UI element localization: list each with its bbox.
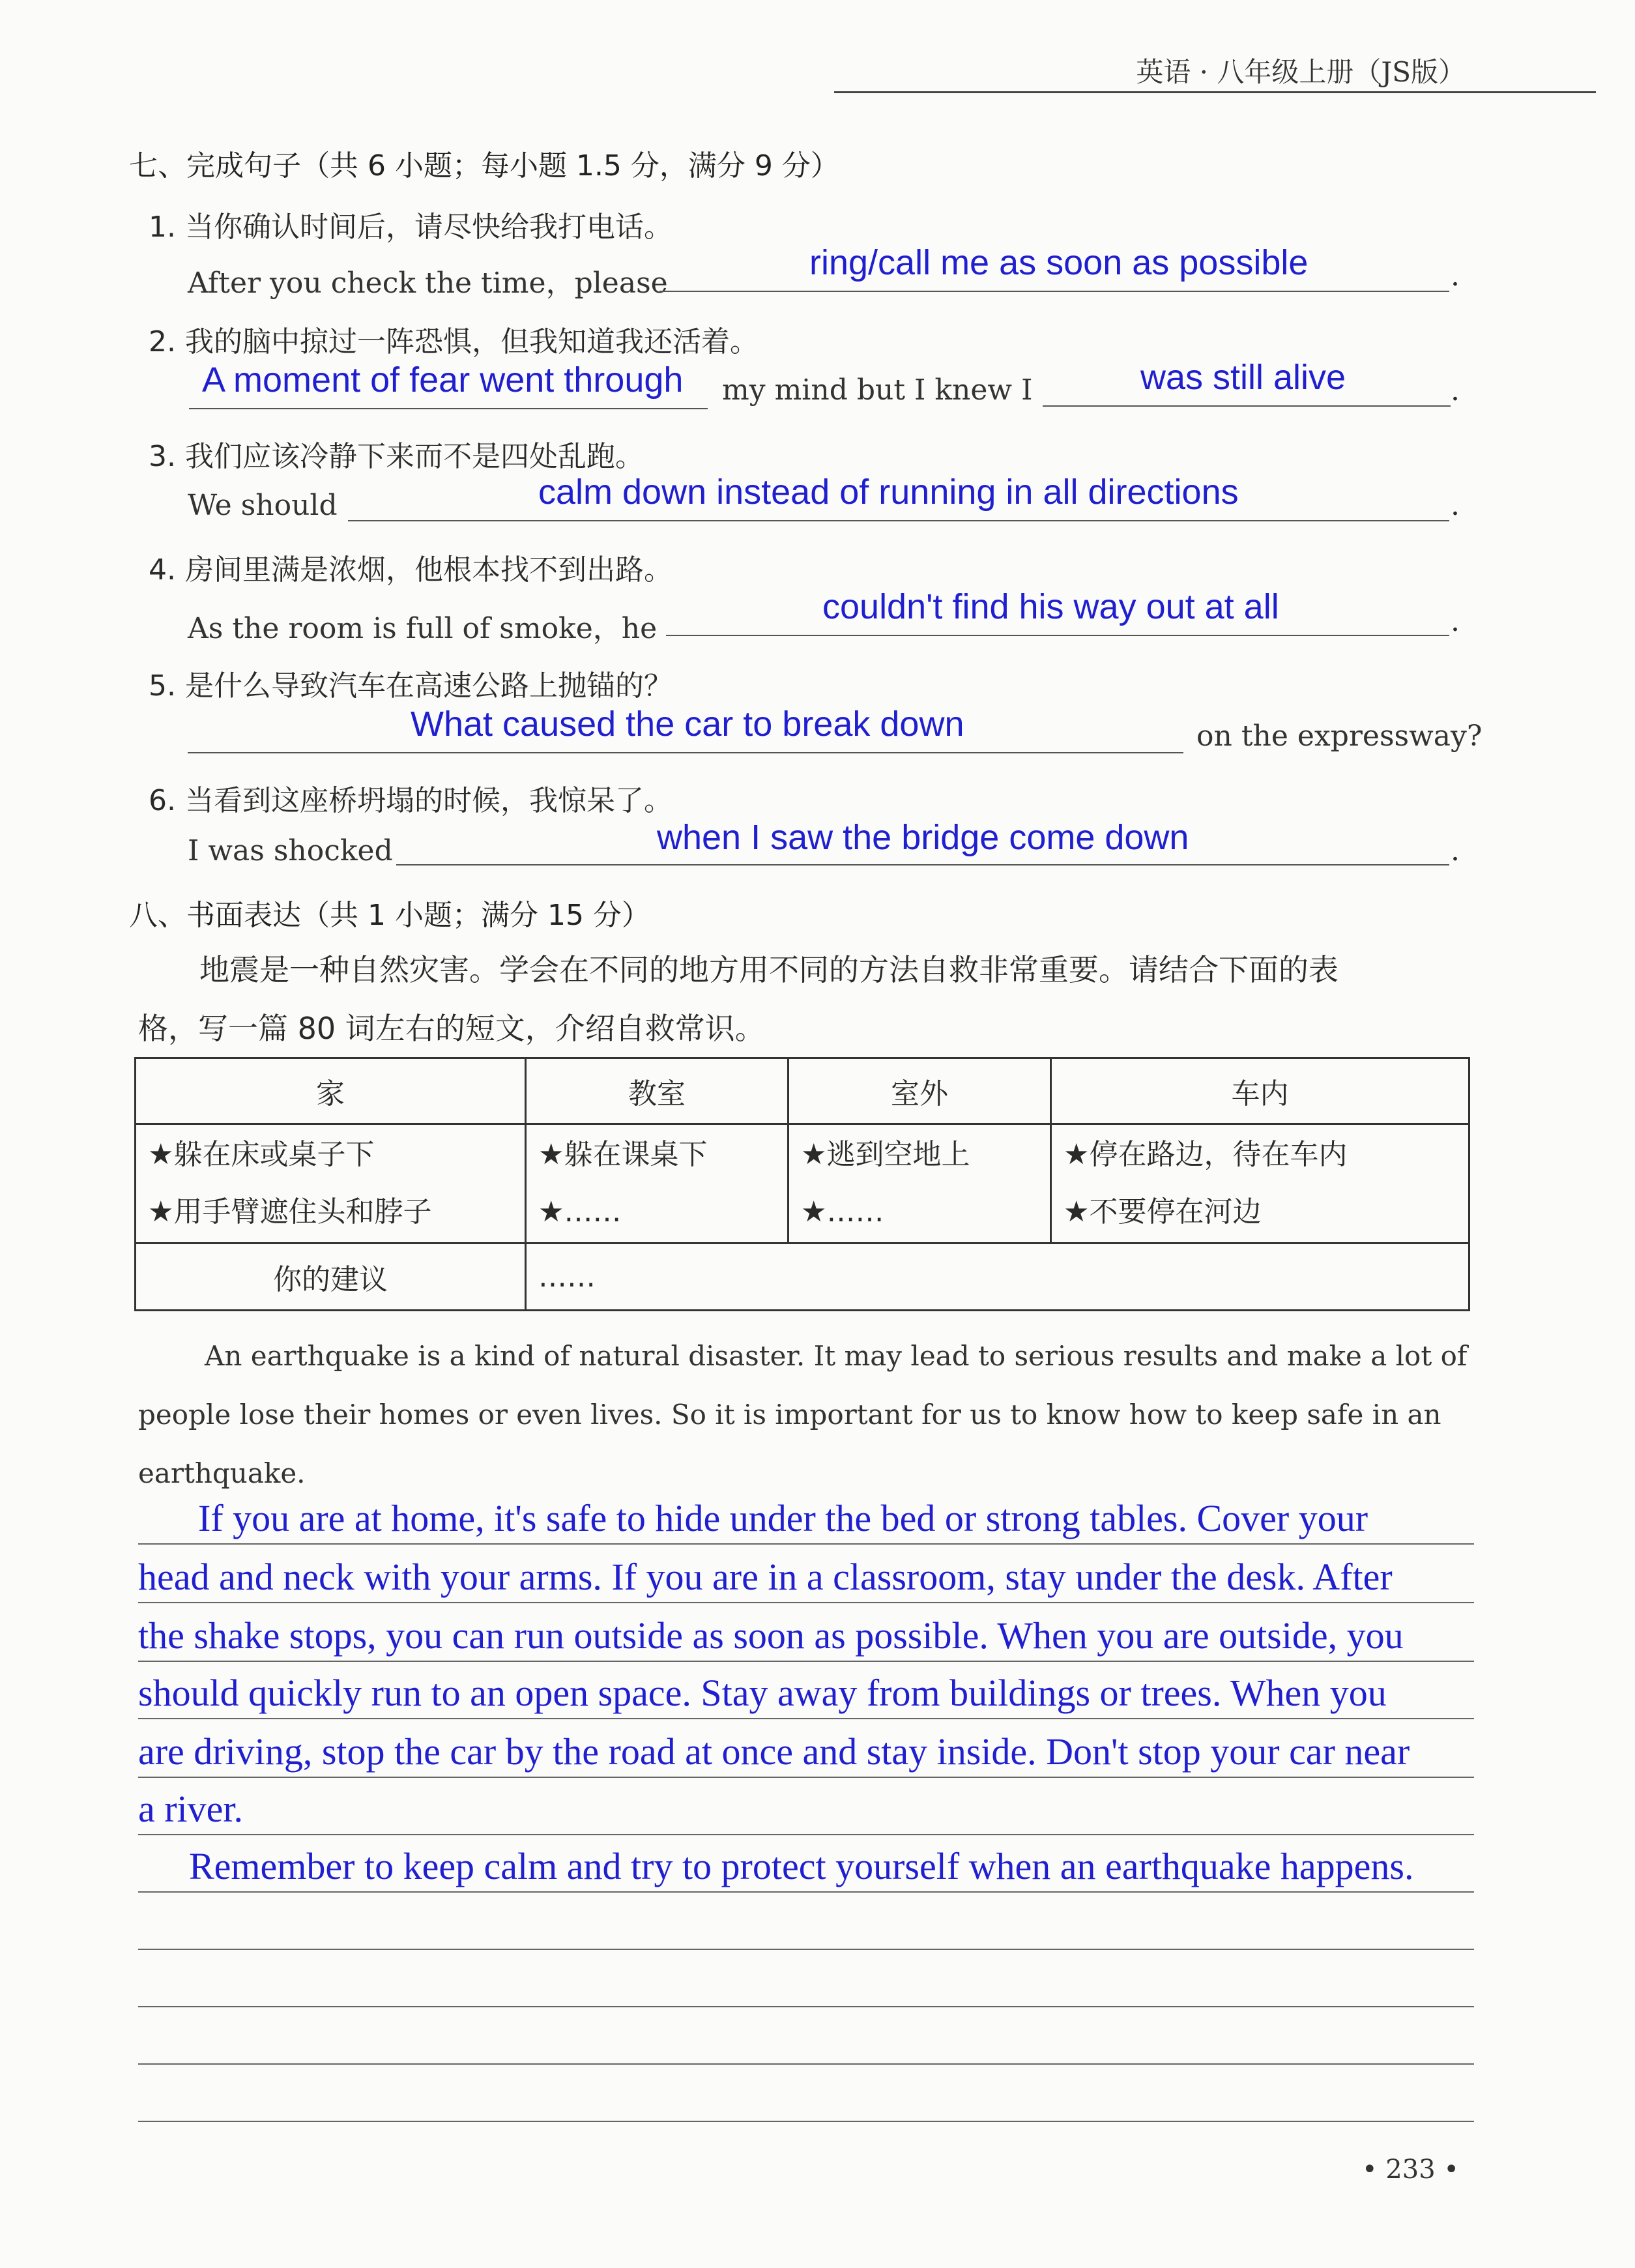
table-item: ★躲在床或桌子下 [148, 1138, 375, 1171]
q4-english-lead: As the room is full of smoke，he [188, 612, 658, 645]
self-rescue-table [134, 1057, 1470, 1311]
q4-answer: couldn't find his way out at all [822, 587, 1279, 626]
q1-blank[interactable] [659, 291, 1449, 292]
header-rule [834, 91, 1596, 93]
table-cell-classroom [526, 1124, 789, 1243]
q6-chinese: 6. 当看到这座桥坍塌的时候，我惊呆了。 [149, 784, 673, 817]
essay-line: the shake stops, you can run outside as soon as possible. When you are outside, you [138, 1614, 1404, 1657]
section-8-title: 八、书面表达（共 1 小题；满分 15 分） [129, 899, 650, 932]
essay-line: If you are at home, it's safe to hide under the bed or strong tables. Cover your [198, 1497, 1368, 1539]
q2-blank-1[interactable] [189, 408, 708, 409]
writing-rule [138, 1891, 1474, 1893]
q5-chinese: 5. 是什么导致汽车在高速公路上抛锚的？ [149, 669, 673, 703]
table-cell-outdoors [789, 1124, 1051, 1243]
q6-english-lead: I was shocked [188, 834, 393, 867]
table-cell-in-car [1051, 1124, 1469, 1243]
essay-line: Remember to keep calm and try to protect yourself when an earthquake happens. [189, 1845, 1414, 1887]
writing-rule [138, 2063, 1474, 2065]
q1-english-lead: After you check the time，please [188, 267, 668, 300]
q6-answer: when I saw the bridge come down [657, 818, 1189, 857]
table-item: ★躲在课桌下 [538, 1138, 708, 1171]
intro-line-1: An earthquake is a kind of natural disaster. It may lead to serious results and make a lot of [205, 1340, 1468, 1372]
table-header-in-car: 车内 [1051, 1058, 1469, 1124]
table-item: ★用手臂遮住头和脖子 [148, 1195, 432, 1228]
q2-period: . [1451, 374, 1460, 407]
q3-period: . [1451, 489, 1460, 522]
writing-rule [138, 1777, 1474, 1778]
writing-rule [138, 1543, 1474, 1545]
table-item: ★逃到空地上 [801, 1138, 970, 1171]
q1-chinese: 1. 当你确认时间后，请尽快给我打电话。 [149, 211, 673, 244]
table-item: ★…… [538, 1195, 622, 1228]
essay-line: should quickly run to an open space. Stay away from buildings or trees. When you [138, 1672, 1387, 1714]
section-7-title: 七、完成句子（共 6 小题；每小题 1.5 分，满分 9 分） [129, 149, 839, 182]
table-cell-home [136, 1124, 526, 1243]
q4-period: . [1451, 605, 1460, 638]
header-title: 英语 · 八年级上册（JS版） [1136, 56, 1466, 88]
writing-rule [138, 2006, 1474, 2007]
writing-prompt-line-2: 格，写一篇 80 词左右的短文，介绍自救常识。 [138, 1011, 765, 1046]
q2-answer-2: was still alive [1140, 358, 1346, 397]
intro-line-3: earthquake. [138, 1457, 306, 1489]
writing-rule [138, 1718, 1474, 1719]
writing-prompt-line-1: 地震是一种自然灾害。学会在不同的地方用不同的方法自救非常重要。请结合下面的表 [199, 952, 1338, 987]
intro-line-2: people lose their homes or even lives. So it is important for us to know how to keep safe in an [138, 1399, 1441, 1431]
q2-english-mid: my mind but I knew I [722, 373, 1033, 407]
q3-answer: calm down instead of running in all directions [538, 472, 1239, 512]
q1-period: . [1451, 259, 1460, 293]
table-header-home: 家 [136, 1058, 526, 1124]
q3-blank[interactable] [348, 520, 1449, 521]
q3-english-lead: We should [188, 489, 338, 522]
table-item: ★不要停在河边 [1063, 1195, 1262, 1228]
q3-chinese: 3. 我们应该冷静下来而不是四处乱跑。 [149, 440, 644, 473]
essay-line: a river. [138, 1788, 244, 1830]
table-item: ★停在路边，待在车内 [1063, 1138, 1348, 1171]
q6-blank[interactable] [396, 864, 1449, 865]
q1-answer: ring/call me as soon as possible [809, 243, 1309, 282]
writing-rule [138, 1602, 1474, 1603]
table-suggestion-label: 你的建议 [136, 1243, 526, 1311]
q4-blank[interactable] [666, 635, 1449, 636]
page-number: • 233 • [1362, 2155, 1459, 2185]
essay-line: head and neck with your arms. If you are in a classroom, stay under the desk. After [138, 1556, 1393, 1598]
writing-rule [138, 2121, 1474, 2122]
writing-rule [138, 1661, 1474, 1662]
q5-english-tail: on the expressway? [1196, 720, 1483, 753]
q5-answer: What caused the car to break down [411, 705, 964, 744]
table-header-classroom: 教室 [526, 1058, 789, 1124]
table-header-outdoors: 室外 [789, 1058, 1051, 1124]
q2-blank-2[interactable] [1043, 405, 1451, 407]
table-suggestion-value: …… [526, 1243, 1469, 1311]
writing-rule [138, 1834, 1474, 1835]
q2-chinese: 2. 我的脑中掠过一阵恐惧，但我知道我还活着。 [149, 325, 759, 358]
q5-blank[interactable] [188, 752, 1183, 753]
q2-answer-1: A moment of fear went through [202, 360, 684, 400]
essay-line: are driving, stop the car by the road at once and stay inside. Don't stop your car near [138, 1730, 1410, 1773]
q6-period: . [1451, 834, 1460, 867]
writing-rule [138, 1949, 1474, 1950]
q4-chinese: 4. 房间里满是浓烟，他根本找不到出路。 [149, 553, 673, 587]
table-item: ★…… [801, 1195, 884, 1228]
